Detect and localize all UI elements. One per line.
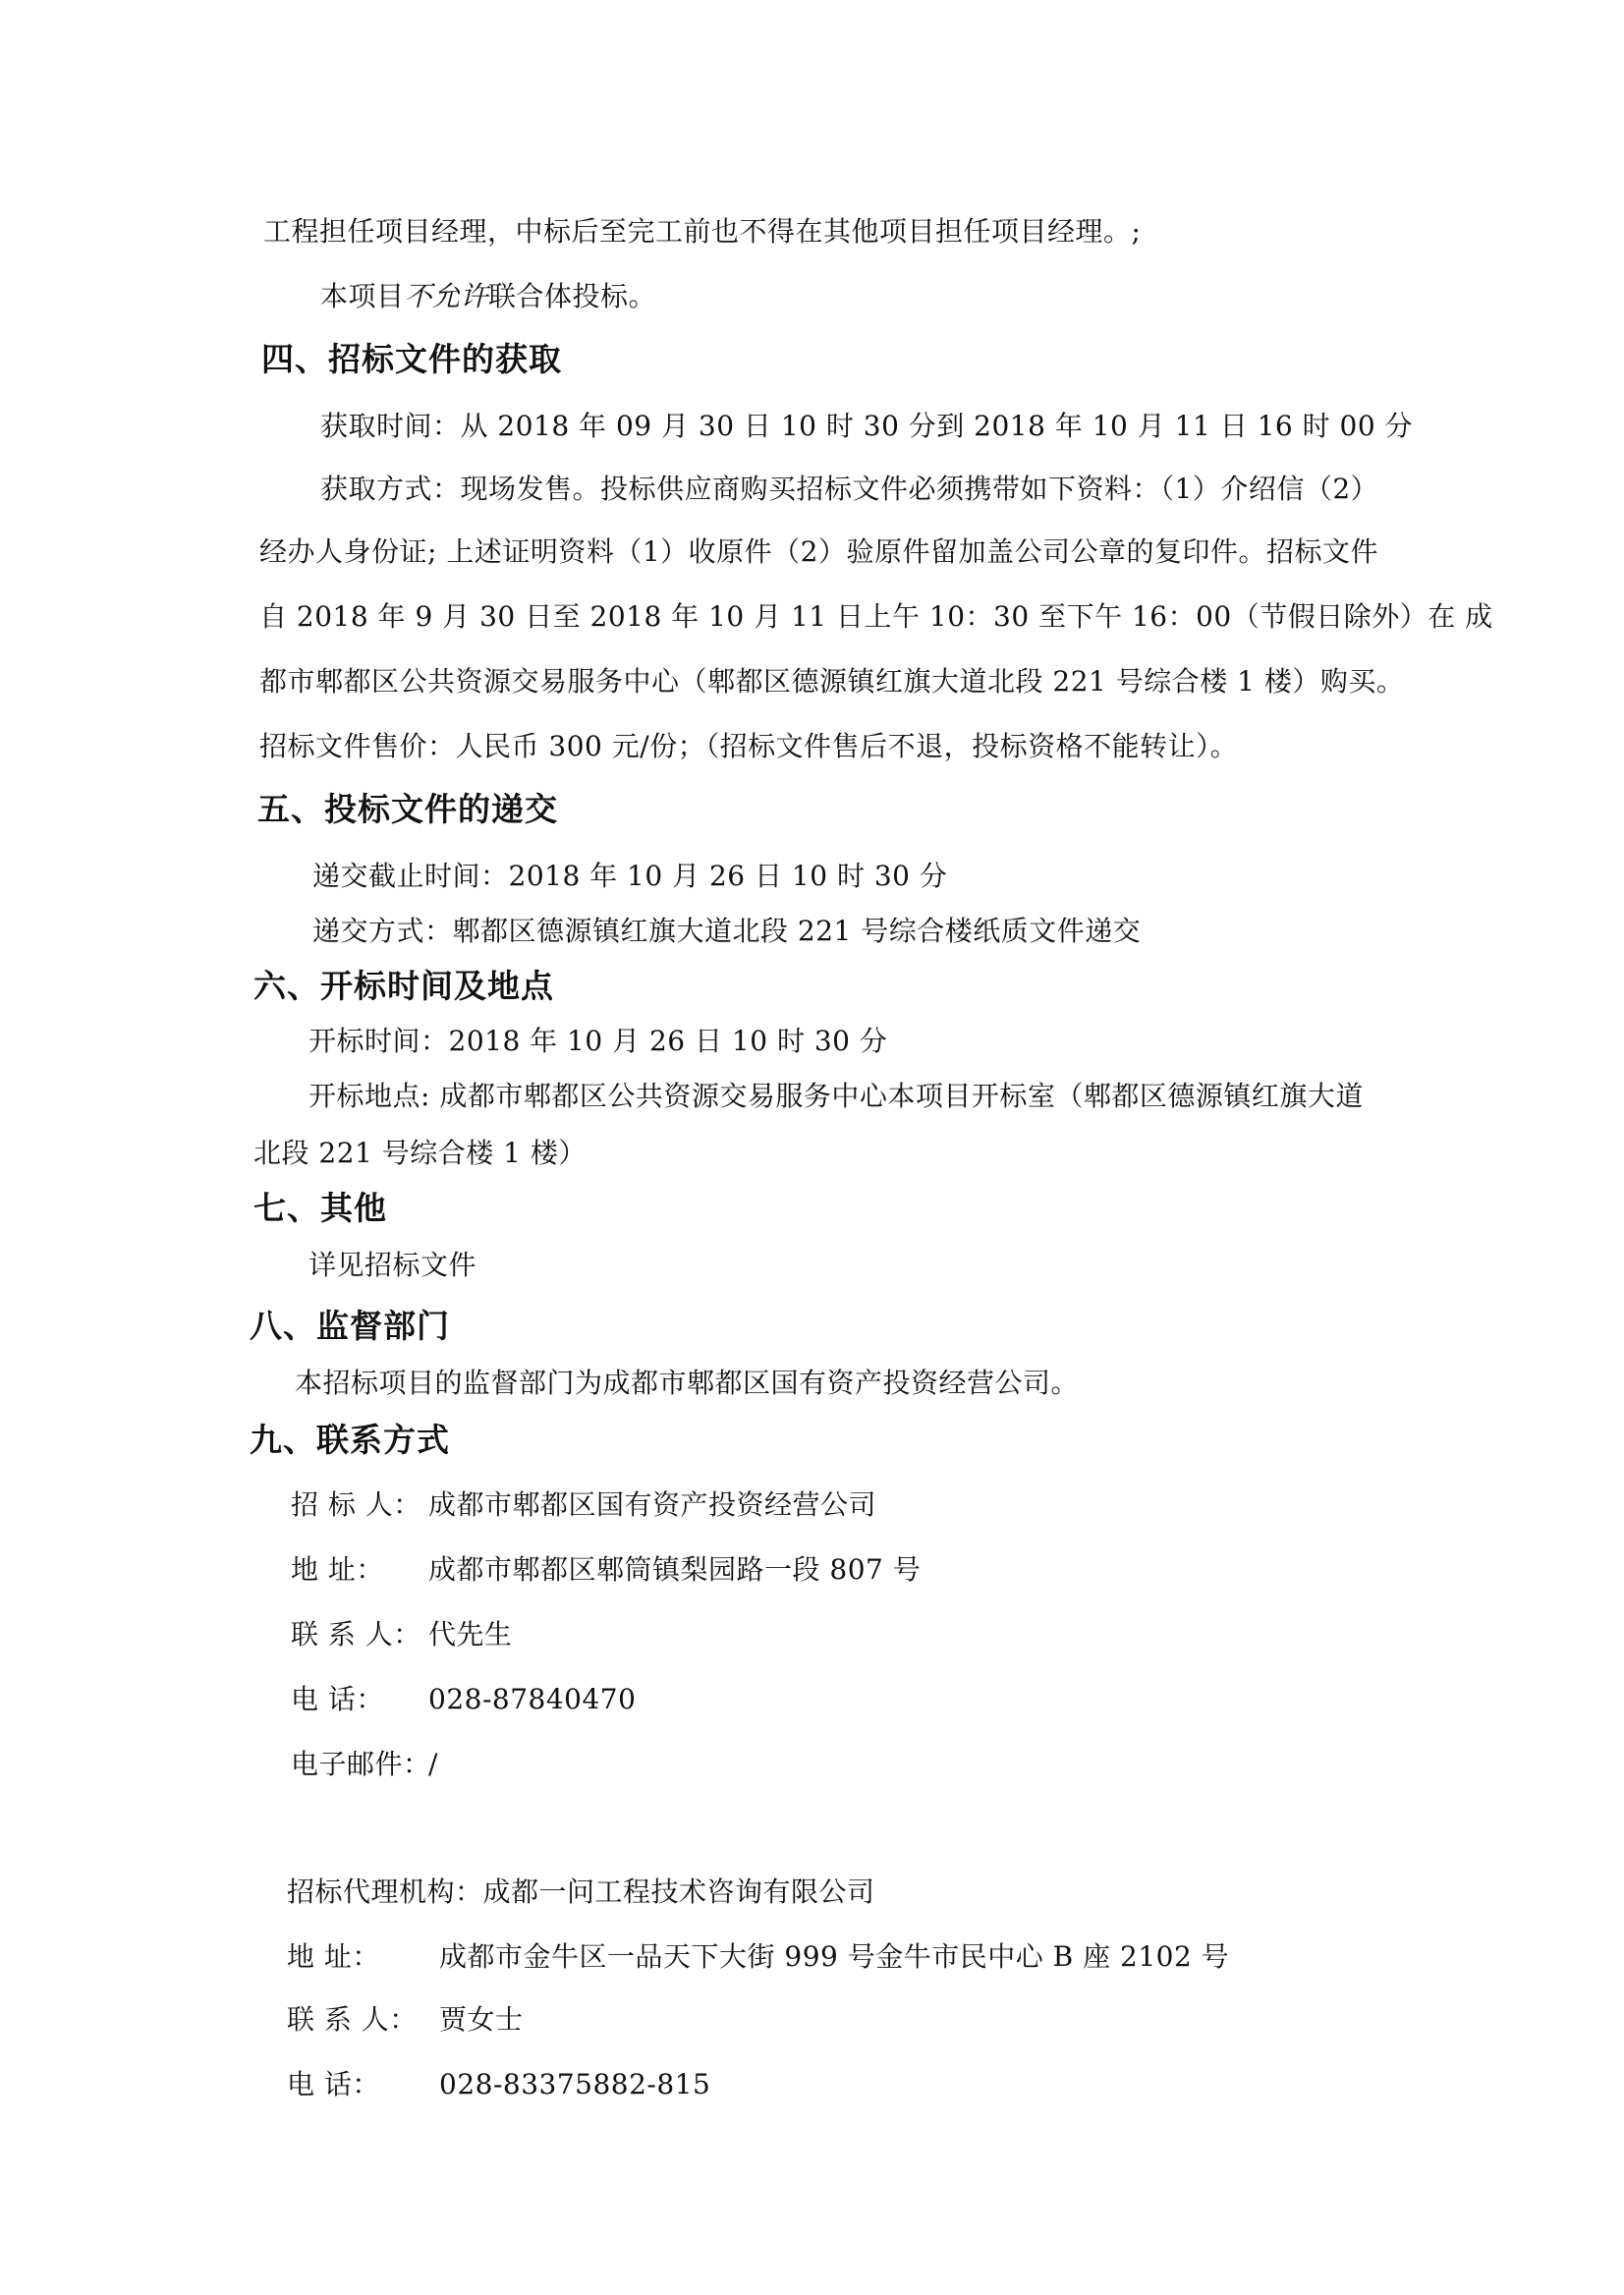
intro-line-2-emphasis: 不允许 (404, 280, 489, 312)
agency-phone-value: 028-83375882-815 (439, 2068, 711, 2100)
tenderer-phone-value: 028-87840470 (428, 1683, 637, 1715)
s4-acquire-method-l2: 经办人身份证; 上述证明资料（1）收原件（2）验原件留加盖公司公章的复印件。招标文件 (259, 535, 1378, 568)
tenderer-email-label: 电子邮件： (291, 1748, 431, 1780)
s4-acquire-method-l4: 都市郫都区公共资源交易服务中心（郫都区德源镇红旗大道北段 221 号综合楼 1 楼）购买。 (259, 665, 1405, 698)
agency-contact-value: 贾女士 (439, 2003, 524, 2036)
agency-address-row (287, 1937, 1229, 1977)
tenderer-value: 成都市郫都区国有资产投资经营公司 (428, 1488, 877, 1521)
intro-line-2 (320, 277, 656, 316)
intro-line-1: 工程担任项目经理，中标后至完工前也不得在其他项目担任项目经理。; (263, 215, 1142, 248)
agency-phone-row (287, 2065, 710, 2104)
tenderer-contact-value: 代先生 (428, 1618, 513, 1651)
s6-open-place-l1: 开标地点: 成都市郫都区公共资源交易服务中心本项目开标室（郫都区德源镇红旗大道 (308, 1080, 1364, 1112)
section-5-heading: 五、投标文件的递交 (257, 790, 558, 828)
agency-value: 成都一问工程技术咨询有限公司 (482, 1875, 875, 1908)
s4-price: 招标文件售价：人民币 300 元/份；（招标文件售后不退，投标资格不能转让）。 (259, 730, 1239, 762)
tenderer-address-row (291, 1550, 921, 1590)
s6-open-time: 开标时间：2018 年 10 月 26 日 10 时 30 分 (308, 1025, 888, 1057)
s8-supervisor: 本招标项目的监督部门为成都市郫都区国有资产投资经营公司。 (295, 1367, 1080, 1399)
tenderer-address-label: 地 址： (291, 1553, 384, 1586)
section-4-heading: 四、招标文件的获取 (261, 340, 562, 378)
tenderer-email-value: / (428, 1748, 438, 1780)
section-7-heading: 七、其他 (253, 1189, 387, 1227)
section-6-heading: 六、开标时间及地点 (253, 967, 554, 1005)
agency-label: 招标代理机构： (287, 1875, 483, 1908)
tenderer-address-value: 成都市郫都区郫筒镇梨园路一段 807 号 (428, 1553, 922, 1586)
agency-address-value: 成都市金牛区一品天下大街 999 号金牛市民中心 B 座 2102 号 (439, 1940, 1230, 1973)
agency-address-label: 地 址： (287, 1940, 380, 1973)
intro-line-2-pre: 本项目 (320, 280, 405, 312)
s5-method: 递交方式：郫都区德源镇红旗大道北段 221 号综合楼纸质文件递交 (312, 915, 1142, 947)
s4-acquire-time: 获取时间：从 2018 年 09 月 30 日 10 时 30 分到 2018 年 10 月 11 日 16 时 00 分 (320, 410, 1414, 442)
tenderer-phone-label: 电 话： (291, 1683, 384, 1715)
tenderer-contact-label: 联 系 人： (291, 1618, 421, 1651)
s7-detail: 详见招标文件 (308, 1249, 477, 1281)
s6-open-place-l2: 北段 221 号综合楼 1 楼） (253, 1137, 587, 1169)
agency-phone-label: 电 话： (287, 2068, 380, 2100)
tenderer-label: 招 标 人： (291, 1488, 421, 1521)
agency-contact-row (287, 2000, 524, 2040)
section-8-heading: 八、监督部门 (250, 1307, 450, 1345)
tenderer-phone-row (291, 1680, 636, 1719)
tenderer-row (291, 1485, 876, 1525)
s4-acquire-method-l3: 自 2018 年 9 月 30 日至 2018 年 10 月 11 日上午 10：30 至下午 16：00（节假日除外）在 成 (259, 600, 1493, 633)
agency-row (287, 1873, 875, 1912)
tenderer-contact-row (291, 1615, 513, 1654)
intro-line-2-post: 联合体投标。 (488, 280, 657, 312)
s5-deadline: 递交截止时间：2018 年 10 月 26 日 10 时 30 分 (312, 860, 948, 892)
agency-contact-label: 联 系 人： (287, 2003, 418, 2036)
section-9-heading: 九、联系方式 (250, 1421, 450, 1459)
tenderer-email-row (291, 1745, 438, 1784)
s4-acquire-method-l1: 获取方式：现场发售。投标供应商购买招标文件必须携带如下资料：（1）介绍信（2） (320, 473, 1379, 505)
